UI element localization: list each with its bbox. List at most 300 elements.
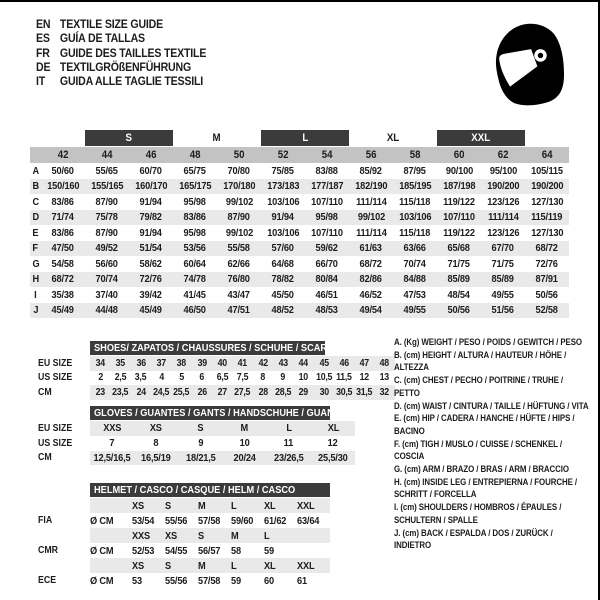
value-cell	[525, 242, 569, 254]
cell-text: 68/72	[359, 257, 383, 270]
cell-text: XL	[264, 499, 276, 512]
cell-text: 42	[258, 357, 268, 369]
cell-text: 87/91	[535, 273, 559, 286]
size-label	[132, 500, 165, 512]
language-row	[36, 18, 206, 32]
value-cell	[85, 211, 129, 223]
size-number-row	[30, 147, 569, 163]
value-cell	[173, 242, 217, 254]
value-cell	[264, 515, 297, 527]
value-cell	[525, 165, 569, 177]
cell-text: 107/110	[311, 226, 343, 239]
cell-text: 160/170	[134, 180, 168, 193]
cell-text: 173/183	[266, 180, 300, 193]
value-cell	[525, 304, 569, 316]
cell-text: L	[264, 529, 270, 542]
value-cell	[349, 289, 393, 301]
cell-text: 37/40	[95, 288, 119, 301]
value-cell	[129, 227, 173, 239]
shoes-table	[30, 341, 395, 400]
value-cell	[90, 358, 110, 369]
guide-title: TEXTILGRÖßENFÜHRUNG	[59, 61, 192, 74]
value-cell	[297, 515, 330, 527]
size-number	[217, 149, 261, 161]
value-cell	[437, 196, 481, 208]
value-cell	[85, 289, 129, 301]
cell-text: 85/89	[447, 273, 471, 286]
cell-text: 41/45	[183, 288, 207, 301]
value-cell	[110, 387, 130, 398]
cell-text: 6	[199, 372, 205, 384]
cell-text: C	[32, 195, 39, 208]
size-number	[305, 149, 349, 161]
value-cell	[525, 273, 569, 285]
size-band	[90, 498, 330, 513]
value-cell	[305, 227, 349, 239]
cell-text: FIA	[38, 515, 53, 526]
value-cell	[375, 372, 395, 383]
cell-text: 182/190	[354, 180, 388, 193]
cell-text: XL	[327, 422, 339, 435]
cell-text: 56/60	[95, 257, 119, 270]
cell-text: 123/126	[486, 195, 520, 208]
value-cell	[90, 452, 134, 464]
size-number	[85, 149, 129, 161]
cell-text: 35/38	[51, 288, 75, 301]
value-cell	[525, 196, 569, 208]
value-cell	[393, 196, 437, 208]
value-cell	[178, 437, 222, 449]
legend-item: J. (cm) BACK / ESPALDA / DOS / ZURÜCK / INDIETRO	[394, 527, 553, 551]
cell-text: 165/175	[178, 180, 212, 193]
value-band	[90, 451, 355, 466]
cell-text: 23	[95, 386, 105, 398]
size-label	[165, 500, 198, 512]
cell-text: 78/82	[271, 273, 295, 286]
cell-text: XXL	[297, 499, 315, 512]
cell-text: EU SIZE	[38, 422, 73, 434]
value-cell	[437, 227, 481, 239]
cell-text: S	[197, 422, 204, 435]
cell-text: 10,5	[315, 372, 332, 384]
cell-text: 30	[319, 386, 329, 398]
row-label	[30, 515, 90, 526]
value-cell	[305, 165, 349, 177]
cell-text: 90/100	[445, 164, 473, 177]
value-cell	[129, 289, 173, 301]
table-row	[30, 385, 395, 400]
value-cell	[311, 452, 355, 464]
value-cell	[217, 273, 261, 285]
size-group-l	[261, 130, 349, 146]
value-cell	[261, 289, 305, 301]
cell-text: 56/57	[198, 544, 221, 557]
size-label	[264, 530, 297, 542]
cell-text: 61/63	[359, 242, 383, 255]
cell-text: 44	[298, 357, 309, 369]
cell-text: 57/58	[198, 514, 221, 527]
value-cell	[129, 273, 173, 285]
value-cell	[261, 227, 305, 239]
cell-text: 47/53	[403, 288, 427, 301]
cell-text: 63/66	[403, 242, 427, 255]
cell-text: 45	[319, 357, 329, 369]
helmet-table-title: HELMET / CASCO / CASQUE / HELM / CASCO	[94, 484, 296, 496]
cell-text: J	[33, 304, 38, 317]
value-cell	[173, 289, 217, 301]
language-row	[36, 75, 206, 89]
value-cell	[264, 545, 297, 557]
cell-text: 54/58	[51, 257, 75, 270]
cell-text: 43	[278, 357, 288, 369]
row-label	[30, 211, 41, 223]
cell-text: 52/53	[132, 544, 155, 557]
cell-text: A	[32, 164, 39, 177]
value-cell	[171, 387, 191, 398]
value-cell	[437, 289, 481, 301]
cell-text: 99/102	[225, 226, 253, 239]
cell-text: 32	[380, 386, 390, 398]
value-cell	[85, 258, 129, 270]
row-label	[30, 423, 90, 434]
size-row	[30, 528, 330, 543]
size-number	[437, 149, 481, 161]
size-label	[231, 500, 264, 512]
helmet-table-header	[90, 483, 330, 497]
value-cell	[198, 515, 231, 527]
diameter-label	[90, 545, 132, 557]
cell-text: 150/160	[46, 180, 80, 193]
size-label	[264, 500, 297, 512]
cell-text: L	[231, 559, 237, 572]
diameter-label	[90, 575, 132, 587]
row-label	[30, 358, 90, 369]
cell-text: CMR	[38, 545, 59, 556]
value-cell	[173, 258, 217, 270]
value-cell	[375, 358, 395, 369]
value-cell	[134, 452, 178, 464]
value-cell	[349, 180, 393, 192]
helmet-size-table	[30, 483, 330, 588]
cell-text: 75/85	[271, 164, 295, 177]
size-group-row	[30, 129, 569, 146]
value-cell	[41, 165, 85, 177]
value-cell	[223, 437, 267, 449]
cell-text: 190/200	[486, 180, 520, 193]
cell-text: 55/56	[165, 574, 188, 587]
value-cell	[41, 227, 85, 239]
value-cell	[393, 242, 437, 254]
value-cell	[41, 273, 85, 285]
size-number	[261, 149, 305, 161]
value-cell	[297, 545, 330, 557]
cell-text: 46/52	[359, 288, 383, 301]
cell-text: 58	[231, 544, 241, 557]
cell-text: 59	[231, 574, 241, 587]
cell-text: 103/106	[266, 226, 300, 239]
row-label	[30, 372, 90, 383]
value-cell	[223, 452, 267, 464]
cell-text: 91/94	[139, 226, 163, 239]
cell-text: 82/86	[359, 273, 383, 286]
cell-text: 20/24	[233, 451, 256, 464]
cell-text: 60	[264, 574, 274, 587]
value-cell	[375, 387, 395, 398]
cell-text: 24,5	[153, 386, 170, 398]
size-label	[198, 500, 231, 512]
cell-text: 6,5	[216, 372, 228, 384]
cell-text: 91/94	[139, 195, 163, 208]
value-cell	[41, 242, 85, 254]
language-code: FR	[36, 47, 50, 60]
cell-text: 50/56	[535, 288, 559, 301]
table-row	[30, 194, 569, 210]
cell-text: G	[31, 257, 40, 270]
value-cell	[212, 358, 232, 369]
value-cell	[273, 372, 293, 383]
value-cell	[217, 165, 261, 177]
value-cell	[85, 196, 129, 208]
cell-text: 71/75	[491, 257, 515, 270]
table-row	[30, 287, 569, 303]
value-cell	[131, 358, 151, 369]
legend-item: C. (cm) CHEST / PECHO / POITRINE / TRUHE / PETTO	[394, 375, 563, 398]
cell-text: 39	[197, 357, 207, 369]
table-row	[30, 256, 569, 272]
cell-text: F	[32, 242, 39, 255]
cell-text: 48	[189, 149, 201, 161]
cell-text: 67/70	[491, 242, 515, 255]
cell-text: 37	[156, 357, 166, 369]
value-cell	[217, 227, 261, 239]
cell-text: 8	[260, 372, 266, 384]
cell-text: 47/51	[227, 304, 251, 317]
cell-text: XXL	[471, 131, 491, 144]
value-cell	[314, 372, 334, 383]
cell-text: 55/65	[95, 164, 119, 177]
value-cell	[293, 358, 313, 369]
cell-text: 49/54	[359, 304, 383, 317]
cell-text: 107/110	[311, 195, 343, 208]
value-band	[90, 385, 395, 400]
size-label	[297, 560, 330, 572]
cell-text: 45/49	[139, 304, 163, 317]
cell-text: 190/200	[530, 180, 564, 193]
cell-text: 49/55	[403, 304, 427, 317]
value-cell	[293, 372, 313, 383]
value-cell	[173, 196, 217, 208]
cell-text: 127/130	[530, 226, 564, 239]
table-row	[30, 371, 395, 386]
value-cell	[525, 289, 569, 301]
cell-text: 40	[217, 357, 227, 369]
value-cell	[253, 387, 273, 398]
cell-text: M	[212, 131, 222, 144]
table-row	[30, 272, 569, 288]
value-cell	[110, 372, 130, 383]
cell-text: 75/78	[95, 211, 119, 224]
value-cell	[217, 258, 261, 270]
cell-text: 107/110	[443, 211, 475, 224]
value-cell	[525, 258, 569, 270]
value-cell	[481, 196, 525, 208]
cell-text: 48/54	[447, 288, 471, 301]
value-band	[90, 573, 330, 588]
value-cell	[481, 211, 525, 223]
value-cell	[165, 545, 198, 557]
cell-text: 12,5/16,5	[93, 451, 131, 464]
cell-text: 115/118	[399, 226, 431, 239]
cell-text: M	[198, 559, 206, 572]
cell-text: 59/62	[315, 242, 339, 255]
value-cell	[437, 258, 481, 270]
value-cell	[223, 422, 267, 434]
value-cell	[311, 437, 355, 449]
helmet-icon	[489, 18, 567, 110]
value-cell	[481, 242, 525, 254]
value-cell	[261, 258, 305, 270]
value-cell	[151, 387, 171, 398]
row-label	[30, 227, 41, 239]
cell-text: US SIZE	[38, 372, 73, 384]
cell-text: 4	[158, 372, 164, 384]
cell-text: 103/106	[266, 195, 300, 208]
cell-text: 127/130	[530, 195, 564, 208]
table-row	[30, 225, 569, 241]
value-cell	[437, 165, 481, 177]
value-cell	[232, 358, 252, 369]
cell-text: 65/75	[183, 164, 207, 177]
value-cell	[132, 515, 165, 527]
row-label	[30, 575, 90, 586]
cell-text: 115/119	[531, 211, 563, 224]
cell-text: XS	[132, 499, 144, 512]
row-label	[30, 545, 90, 556]
value-cell	[192, 358, 212, 369]
cell-text: 185/195	[398, 180, 432, 193]
value-cell	[293, 387, 313, 398]
cell-text: 80/84	[315, 273, 339, 286]
row-label	[30, 438, 90, 449]
size-band	[90, 558, 330, 573]
cell-text: 54/55	[165, 544, 188, 557]
value-cell	[334, 372, 354, 383]
size-number	[481, 149, 525, 161]
cell-text: Ø CM	[90, 574, 114, 587]
value-cell	[85, 304, 129, 316]
value-cell	[132, 545, 165, 557]
cell-text: B	[32, 180, 39, 193]
value-cell	[267, 422, 311, 434]
cell-text: 54	[321, 149, 333, 161]
cell-text: 83/86	[51, 195, 75, 208]
cell-text: 79/82	[139, 211, 163, 224]
cell-text: 28	[258, 386, 268, 398]
value-cell	[297, 575, 330, 587]
cell-text: 85/92	[359, 164, 383, 177]
value-cell	[217, 196, 261, 208]
value-cell	[90, 387, 110, 398]
cell-text: 60/70	[139, 164, 163, 177]
cell-text: 12	[359, 372, 370, 384]
value-cell	[85, 227, 129, 239]
value-cell	[173, 180, 217, 192]
value-cell	[41, 258, 85, 270]
size-group-xxl	[437, 130, 525, 146]
value-cell	[305, 180, 349, 192]
cell-text: 72/76	[139, 273, 163, 286]
value-cell	[192, 387, 212, 398]
size-number	[349, 149, 393, 161]
value-row	[30, 573, 330, 588]
cell-text: I	[34, 288, 37, 301]
cell-text: 10	[298, 372, 309, 384]
cell-text: 45/49	[51, 304, 75, 317]
cell-text: 38	[176, 357, 187, 369]
cell-text: 111/114	[487, 211, 519, 224]
cell-text: XS	[132, 559, 144, 572]
size-group-s	[85, 130, 173, 146]
value-band	[90, 421, 355, 436]
value-cell	[349, 211, 393, 223]
row-label	[30, 165, 41, 177]
value-cell	[261, 211, 305, 223]
cell-text: 44	[101, 149, 113, 161]
value-cell	[85, 180, 129, 192]
value-cell	[393, 227, 437, 239]
cell-text: 35	[115, 357, 126, 369]
table-row	[30, 356, 395, 371]
gloves-table-title: GLOVES / GUANTES / GANTS / HANDSCHUHE / GUANTI	[94, 407, 342, 419]
value-cell	[525, 180, 569, 192]
value-cell	[261, 196, 305, 208]
cell-text: 59	[264, 544, 274, 557]
cell-text: 87/95	[403, 164, 427, 177]
cell-text: 46/50	[183, 304, 207, 317]
cell-text: XL	[264, 559, 276, 572]
value-cell	[178, 422, 222, 434]
cell-text: M	[240, 422, 249, 435]
cell-text: 56	[365, 149, 377, 161]
cell-text: 65/68	[447, 242, 471, 255]
cell-text: 52	[277, 149, 289, 161]
value-cell	[273, 358, 293, 369]
cell-text: XXL	[297, 559, 315, 572]
table-row	[30, 421, 355, 436]
value-cell	[134, 437, 178, 449]
value-cell	[481, 165, 525, 177]
diameter-label	[90, 515, 132, 527]
size-label	[297, 530, 330, 542]
value-cell	[129, 304, 173, 316]
language-row	[36, 47, 206, 61]
value-cell	[41, 211, 85, 223]
row-label	[30, 304, 41, 316]
language-code: ES	[36, 33, 50, 46]
value-cell	[173, 273, 217, 285]
legend-item: A. (Kg) WEIGHT / PESO / POIDS / GEWITCH / PESO	[394, 337, 582, 347]
cell-text: 8	[153, 437, 159, 450]
table-row	[30, 163, 569, 179]
cell-text: 64/68	[271, 257, 295, 270]
cell-text: CM	[38, 386, 52, 398]
value-cell	[217, 180, 261, 192]
size-row	[30, 498, 330, 513]
value-cell	[151, 372, 171, 383]
cell-text: 62/66	[227, 257, 251, 270]
cell-text: L	[302, 131, 308, 144]
value-cell	[305, 211, 349, 223]
